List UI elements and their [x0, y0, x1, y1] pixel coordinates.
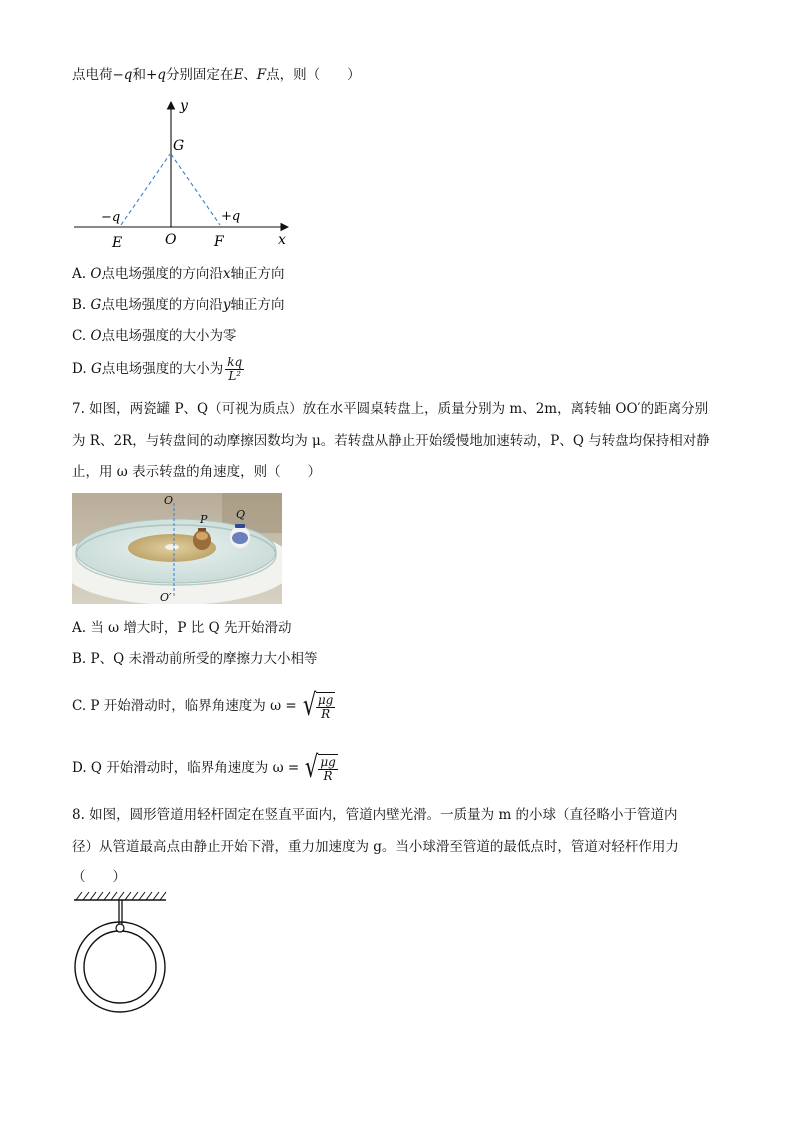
neg-charge-label: −q: [101, 210, 121, 225]
question-6-stem: 点电荷−q和+q分别固定在E、F点，则（ ）: [72, 67, 361, 83]
pipe-inner: [84, 931, 156, 1003]
q7-option-a[interactable]: A. 当 ω 增大时，P 比 Q 先开始滑动: [72, 620, 292, 636]
q7-stem-line1: 7. 如图，两瓷罐 P、Q（可视为质点）放在水平圆桌转盘上，质量分别为 m、2m，离转轴 OO′的距离分别: [72, 401, 709, 417]
q7-option-d[interactable]: D. Q 开始滑动时，临界角速度为 ω = √ $\frac{\mu g}{R}$: [72, 750, 336, 785]
line-f-g: [171, 154, 220, 225]
photo-q-label: Q: [236, 508, 246, 521]
q7-stem-line3: 止，用 ω 表示转盘的角速度，则（ ）: [72, 464, 322, 480]
q8-stem-line3: （ ）: [72, 869, 126, 885]
sqrt-mug-over-r-d: √ $\frac{\mu g}{R}$: [305, 750, 336, 785]
pipe-outer: [75, 922, 165, 1012]
photo-o-top: O: [164, 494, 174, 507]
line-e-g: [121, 154, 170, 225]
q7-option-b[interactable]: B. P、Q 未滑动前所受的摩擦力大小相等: [72, 651, 318, 667]
y-label: y: [180, 98, 188, 114]
turntable-photo: [72, 493, 282, 604]
x-label: x: [278, 232, 286, 248]
q7-stem-line2: 为 R、2R，与转盘间的动摩擦因数均为 μ。若转盘从静止开始缓慢地加速转动，P、Q 与转盘均保持相对静: [72, 433, 710, 449]
sqrt-mug-over-r-c: √ $\frac{\mu g}{R}$: [302, 688, 334, 723]
q7-option-c[interactable]: C. P 开始滑动时，临界角速度为 ω = √ $\frac{\mu g}{R}$: [72, 688, 334, 723]
g-label: G: [173, 138, 185, 154]
q6-option-b[interactable]: B. G点电场强度的方向沿y轴正方向: [72, 297, 285, 313]
fraction-kq-l2: $\frac{kq}{\text{L²}}$: [227, 355, 243, 383]
o-label: O: [165, 232, 177, 248]
small-ball: [116, 924, 124, 932]
q6-option-a[interactable]: A. O点电场强度的方向沿x轴正方向: [72, 266, 285, 282]
pipe-ring-diagram: [70, 888, 170, 1018]
charge-diagram: [70, 96, 300, 252]
photo-o-bottom: O′: [160, 591, 172, 604]
f-label: F: [214, 234, 224, 250]
q8-stem-line1: 8. 如图，圆形管道用轻杆固定在竖直平面内，管道内壁光滑。一质量为 m 的小球（直径略小于管道内: [72, 807, 678, 823]
e-label: E: [112, 235, 123, 251]
pos-charge-label: +q: [221, 209, 241, 224]
center-hub: [165, 544, 179, 550]
photo-p-label: P: [200, 513, 208, 526]
q6-option-d[interactable]: D. G点电场强度的大小为 $\frac{kq}{\text{L²}}$: [72, 355, 243, 383]
ceiling-hatching: [76, 892, 166, 900]
q6-option-c[interactable]: C. O点电场强度的大小为零: [72, 328, 237, 344]
q8-stem-line2: 径）从管道最高点由静止开始下滑，重力加速度为 g。当小球滑至管道的最低点时，管道对轻杆作用力: [72, 839, 679, 855]
